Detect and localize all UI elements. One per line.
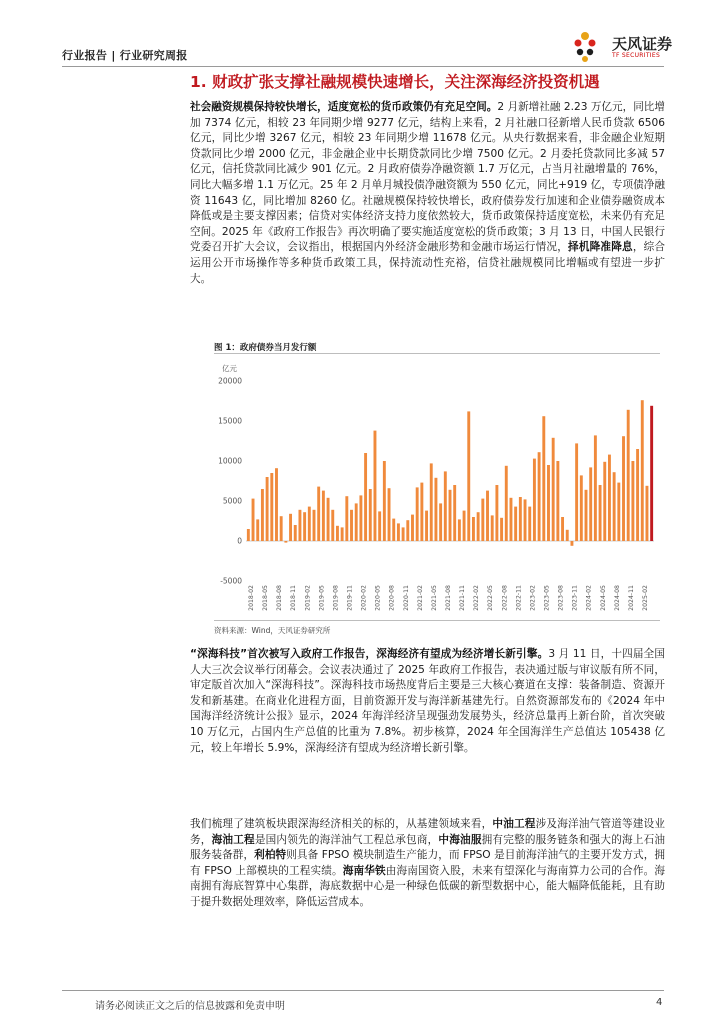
x-tick-label: 2024-11 (627, 585, 635, 611)
chart-bar (308, 507, 311, 541)
chart-bar (613, 472, 616, 541)
x-tick-label: 2023-02 (529, 585, 537, 611)
chart-bar (425, 511, 428, 541)
x-tick-label: 2020-11 (402, 585, 410, 611)
x-tick-label: 2021-05 (430, 585, 438, 611)
chart-bar (599, 485, 602, 541)
chart-bar (472, 517, 475, 541)
x-tick-label: 2020-08 (388, 585, 396, 611)
bond-issuance-chart (214, 357, 664, 619)
chart-bar (566, 530, 569, 541)
chart-bar (449, 490, 452, 541)
chart-bar (416, 487, 419, 541)
chart-bar (411, 515, 414, 541)
chart-bar (585, 490, 588, 541)
chart-bar (284, 541, 287, 543)
chart-bar (350, 510, 353, 541)
chart-bar (420, 483, 423, 541)
chart-bar (378, 511, 381, 541)
chart-bar (298, 510, 301, 541)
figure-top-rule (214, 353, 660, 354)
header-divider (62, 66, 664, 67)
chart-bar (467, 411, 470, 541)
text-run: 3 月 11 日，十四届全国人大三次会议举行闭幕会。会议表决通过了 2025 年政府工作报告，表决通过版与审议版有所不同，审定版首次加入“深海科技”。深海科技市场热度背后主要是三大核心赛道在支撑：装备制造、资源开发和新基建。在商业化进程方面，目前资源开发与海洋新基建先行。自然资源部发布的《2024 年中国海洋经济统计公报》显示，2024 年海洋经济呈现强劲发展势头，经济总量再上新台阶，首次突破 10 万亿元，占国内生产总值的比重为 7.8%。初步核算，2024 年全国海洋生产总值达 105438 亿元，较上年增长 5.9%，深海经济有望成为经济增长新引擎。 (190, 648, 665, 754)
chart-bar (261, 489, 264, 541)
chart-bar (392, 519, 395, 541)
chart-bar (486, 491, 489, 541)
report-category: 行业报告 | 行业研究周报 (62, 49, 188, 62)
section-title: 1. 财政扩张支撑社融规模快速增长，关注深海经济投资机遇 (190, 73, 600, 91)
chart-bar (463, 511, 466, 541)
chart-bar (388, 488, 391, 541)
x-tick-label: 2025-02 (641, 585, 649, 611)
paragraph-social-financing (190, 100, 665, 287)
text-run: 由海南国资入股，未来有望深化与海南算力公司的合作。海南拥有海底智算中心集群，海底数据中心是一种绿色低碳的新型数据中心，能大幅降低能耗，且有助于提升数据处理效率，降低运营成本。 (190, 864, 666, 908)
chart-bar (439, 503, 442, 541)
chart-bar (247, 529, 250, 541)
chart-bar (397, 523, 400, 541)
chart-bar (646, 486, 649, 541)
bold-text-run: “深海科技”首次被写入政府工作报告，深海经济有望成为经济增长新引擎。 (190, 648, 549, 660)
x-tick-label: 2024-05 (599, 585, 607, 611)
text-run: 拥有完整的服务链条和强大的海上石油服务装备群， (190, 833, 666, 862)
chart-bar (519, 497, 522, 541)
chart-bar (481, 499, 484, 541)
chart-bar (313, 510, 316, 541)
chart-bar (280, 516, 283, 541)
text-run: 则具备 FPSO 模块制造生产能力，而 FPSO 是目前海洋油气的主要开发方式，拥有 FPSO 上部模块的工程实绩。 (190, 849, 666, 877)
x-tick-label: 2018-11 (290, 585, 298, 611)
chart-bar (631, 461, 634, 541)
chart-bar (575, 443, 578, 541)
text-run: 我们梳理了建筑板块跟深海经济相关的标的，从基建领域来看， (190, 818, 493, 830)
chart-bar (524, 499, 527, 541)
logo-text-en: TF SECURITIES (612, 52, 661, 59)
y-tick-label: 10000 (218, 456, 242, 466)
chart-bar (617, 483, 620, 541)
chart-bar (533, 459, 536, 541)
logo-text-cn: 天风证券 (612, 35, 673, 53)
chart-bar (430, 463, 433, 541)
chart-bar (603, 462, 606, 541)
chart-bar (270, 473, 273, 541)
chart-bar (453, 485, 456, 541)
chart-bar (266, 477, 269, 541)
chart-bar (580, 475, 583, 541)
chart-bar (383, 461, 386, 541)
chart-bar (369, 489, 372, 541)
text-run: 是国内领先的海洋油气工程总承包商， (254, 833, 439, 846)
chart-bar (528, 507, 531, 541)
figure-source: 资料来源：Wind，天风证券研究所 (214, 626, 331, 635)
chart-bar (364, 453, 367, 541)
y-tick-label: 5000 (222, 496, 242, 506)
x-tick-label: 2020-05 (374, 585, 382, 611)
chart-bar (341, 527, 344, 541)
paragraph-related-stocks (190, 817, 665, 911)
chart-bar (552, 438, 555, 541)
chart-bar (608, 455, 611, 541)
text-run: 2 月新增社融 2.23 万亿元，同比增加 7374 亿元，相较 23 年同期少增 9277 亿元，结构上来看，2 月社融口径新增人民币贷款 6506 亿元，同比少增 3267 亿元，相较 23 年同期少增 11678 亿元。从央行数据来看，非金融企业短期贷款同比少增 2000 亿元，非金融企业中长期贷款同比少增 7500 亿元。2 月委托贷款同比多减 57 亿元，信托贷款同比减少 901 亿元。2 月政府债券净融资额 1.7 万亿元，占当月社融增量的 76%，同比大幅多增 1.1 万亿元。25 年 2 月单月城投债净融资额为 550 亿元，同比+919 亿，专项债净融资 11643 亿，同比增加 8260 亿。社融规模保持较快增长，政府债券发行加速和企业债券融资成本降低或是主要支撑因素；信贷对实体经济支持力度依然较大，货币政策保持适度宽松，未来仍有充足空间。2025 年《政府工作报告》再次明确了要实施适度宽松的货币政策；3 月 13 日，中国人民银行党委召开扩大会议，会议指出，根据国内外经济金融形势和金融市场运行情况， (190, 101, 666, 254)
x-tick-label: 2023-11 (571, 585, 579, 611)
bold-text-run: 社会融资规模保持较快增长，适度宽松的货币政策仍有充足空间。 (190, 101, 498, 113)
x-tick-label: 2019-11 (346, 585, 354, 611)
x-tick-label: 2019-02 (304, 585, 312, 611)
bold-text-run: 利柏特 (254, 849, 287, 862)
figure-bottom-rule (214, 620, 660, 621)
chart-bar (406, 520, 409, 541)
bold-text-run: 海南华铁 (342, 864, 386, 877)
bold-text-run: 择机降准降息 (568, 241, 633, 254)
y-tick-label: -5000 (220, 576, 242, 586)
chart-bar (514, 507, 517, 541)
chart-bar (327, 498, 330, 541)
chart-bar (561, 517, 564, 541)
disclaimer: 请务必阅读正文之后的信息披露和免责申明 (95, 1001, 285, 1012)
x-tick-label: 2020-02 (360, 585, 368, 611)
chart-bar (627, 410, 630, 541)
logo-flower-icon (575, 32, 596, 62)
chart-bar (303, 512, 306, 541)
x-tick-label: 2019-08 (332, 585, 340, 611)
chart-bar (289, 514, 292, 541)
x-tick-label: 2023-05 (543, 585, 551, 611)
x-tick-label: 2018-05 (262, 585, 270, 611)
y-axis-unit: 亿元 (222, 364, 237, 373)
chart-bar (331, 510, 334, 541)
chart-bar (500, 518, 503, 541)
chart-bar (505, 466, 508, 541)
x-tick-label: 2022-08 (501, 585, 509, 611)
chart-bar (252, 499, 255, 541)
chart-bar (510, 498, 513, 541)
chart-bar (547, 465, 550, 541)
x-tick-label: 2022-05 (487, 585, 495, 611)
chart-bar (491, 515, 494, 541)
page-number: 4 (656, 997, 663, 1008)
y-tick-label: 15000 (218, 416, 242, 426)
chart-bar (336, 526, 339, 541)
chart-bar (589, 467, 592, 541)
footer-divider (62, 990, 664, 991)
paragraph-deep-sea-tech (190, 647, 665, 756)
bold-text-run: 海油工程 (211, 833, 255, 846)
chart-bar (622, 436, 625, 541)
chart-bar (322, 491, 325, 541)
x-tick-label: 2018-08 (276, 585, 284, 611)
chart-bar (444, 471, 447, 541)
x-tick-label: 2021-02 (416, 585, 424, 611)
x-tick-label: 2024-08 (613, 585, 621, 611)
chart-bar (359, 495, 362, 541)
x-tick-label: 2023-08 (557, 585, 565, 611)
chart-bar (636, 449, 639, 541)
chart-bar (594, 435, 597, 541)
x-tick-label: 2024-02 (585, 585, 593, 611)
chart-bar (538, 452, 541, 541)
chart-bar (374, 431, 377, 541)
chart-bar (458, 519, 461, 541)
chart-bar (275, 468, 278, 541)
chart-bar (570, 541, 573, 546)
chart-bar (355, 503, 358, 541)
x-tick-label: 2022-02 (473, 585, 481, 611)
x-tick-label: 2021-11 (459, 585, 467, 611)
x-tick-label: 2022-11 (515, 585, 523, 611)
x-tick-label: 2019-05 (318, 585, 326, 611)
bold-text-run: 中油工程 (492, 818, 536, 830)
chart-bar (477, 512, 480, 541)
x-tick-label: 2018-02 (248, 585, 256, 611)
x-tick-label: 2021-08 (445, 585, 452, 611)
chart-bar (542, 416, 545, 541)
chart-bar (402, 527, 405, 541)
chart-bar (641, 400, 644, 541)
chart-bar (434, 478, 437, 541)
chart-bar (256, 519, 259, 541)
figure-title: 图 1：政府债券当月发行额 (214, 343, 317, 353)
text-run: 涉及海洋油气管道等建设业务， (190, 818, 666, 846)
chart-bar (495, 485, 498, 541)
y-tick-label: 20000 (218, 376, 242, 386)
text-run: ，综合运用公开市场操作等多种货币政策工具，保持流动性充裕，信贷社融规模同比增幅或有望进一步扩大。 (190, 241, 666, 285)
chart-bar (345, 496, 348, 541)
bold-text-run: 中海油服 (438, 833, 482, 846)
y-tick-label: 0 (237, 536, 242, 546)
chart-bar (556, 461, 559, 541)
chart-bar (317, 487, 320, 541)
chart-bar (650, 406, 653, 541)
chart-bar (294, 525, 297, 541)
